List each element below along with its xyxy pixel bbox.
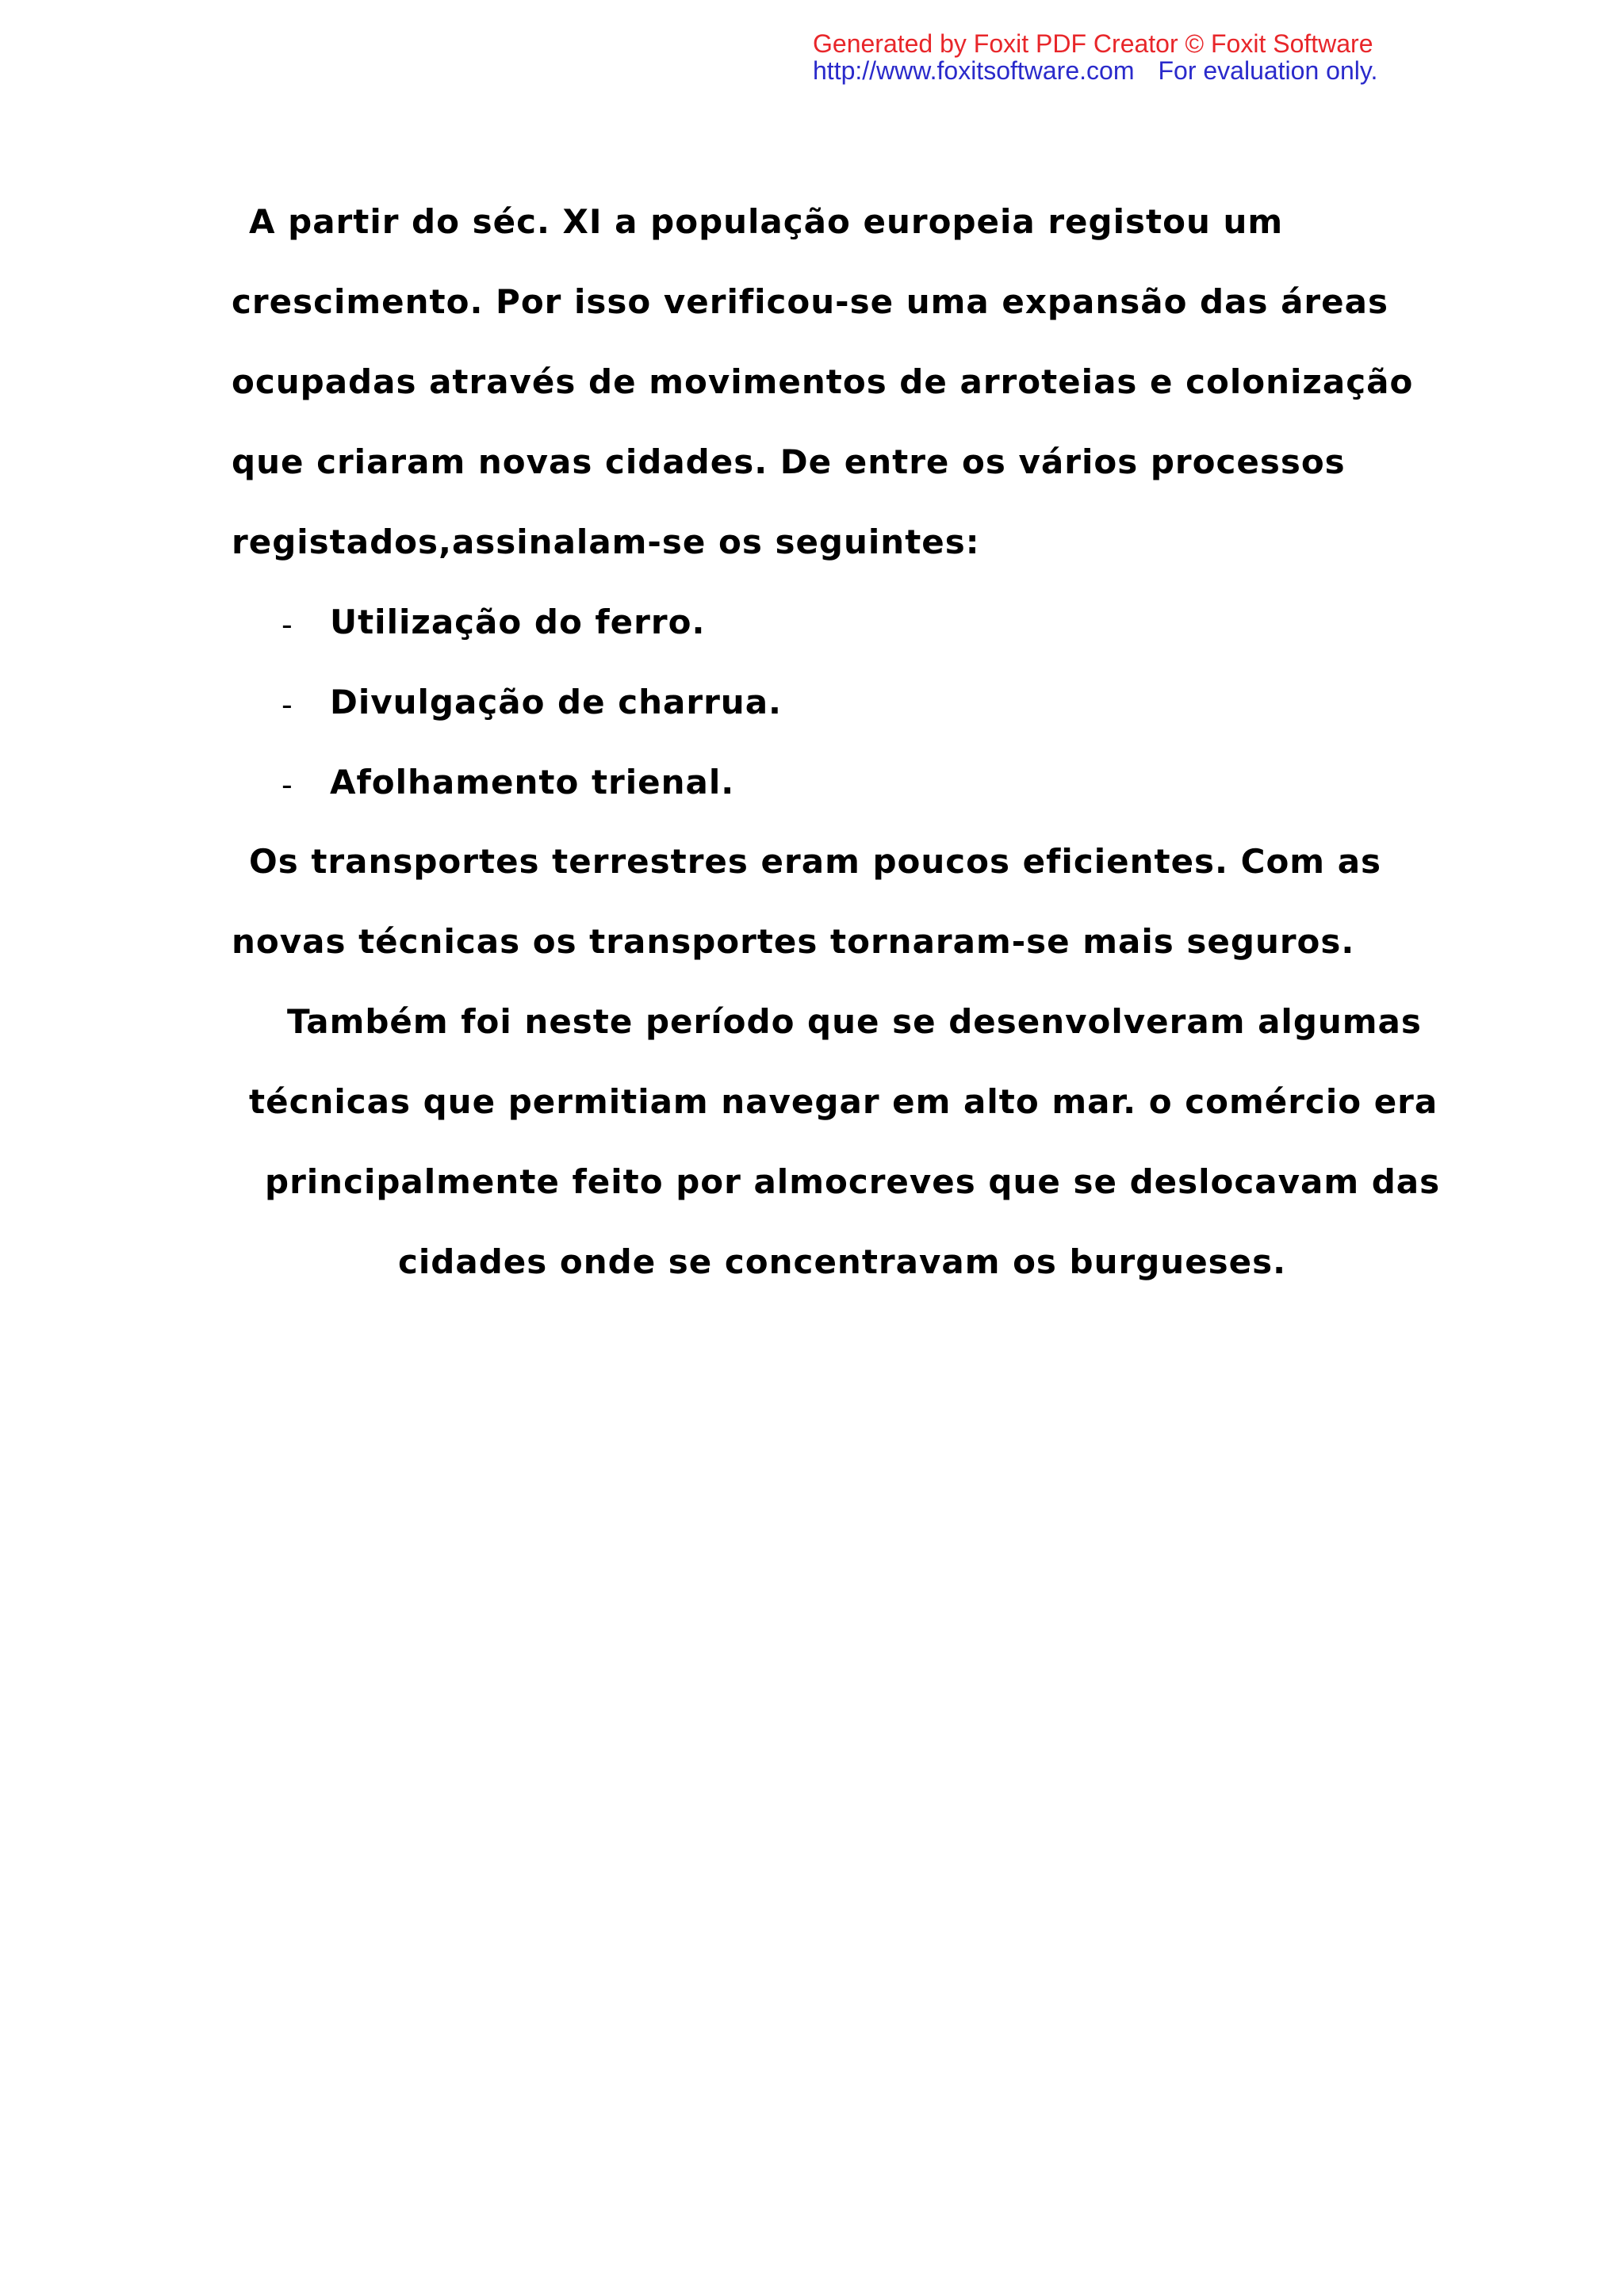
paragraph3-line1: Também foi neste período que se desenvolveram algumas [287,1002,1422,1041]
watermark-line2 [813,57,1606,84]
list-marker: - [282,687,293,722]
foxit-watermark [813,30,1606,84]
watermark-url-link[interactable]: http://www.foxitsoftware.com [813,56,1135,85]
list-item-label: Utilização do ferro. [330,603,706,641]
list-marker: - [282,607,293,642]
list-marker: - [282,767,293,802]
watermark-evaluation-note: For evaluation only. [1158,56,1378,85]
list-item-label: Afolhamento trienal. [330,763,735,802]
paragraph1-line4: que criaram novas cidades. De entre os vários processos [232,442,1346,481]
paragraph3-line2: técnicas que permitiam navegar em alto mar. o comércio era [249,1082,1438,1121]
list-item-label: Divulgação de charrua. [330,683,782,721]
paragraph3-line3: principalmente feito por almocreves que se deslocavam das [265,1162,1441,1201]
paragraph1-line5: registados,assinalam-se os seguintes: [232,522,980,561]
paragraph1-line1: A partir do séc. XI a população europeia registou um [249,202,1284,241]
watermark-generated-by: Generated by Foxit PDF Creator © Foxit Software [813,29,1373,58]
paragraph2-line1: Os transportes terrestres eram poucos eficientes. Com as [249,842,1382,881]
paragraph3-line4: cidades onde se concentravam os burgueses. [398,1242,1287,1281]
paragraph1-line2: crescimento. Por isso verificou-se uma expansão das áreas [232,282,1388,321]
paragraph2-line2: novas técnicas os transportes tornaram-se mais seguros. [232,922,1355,961]
paragraph1-line3: ocupadas através de movimentos de arroteias e colonização [232,362,1414,401]
